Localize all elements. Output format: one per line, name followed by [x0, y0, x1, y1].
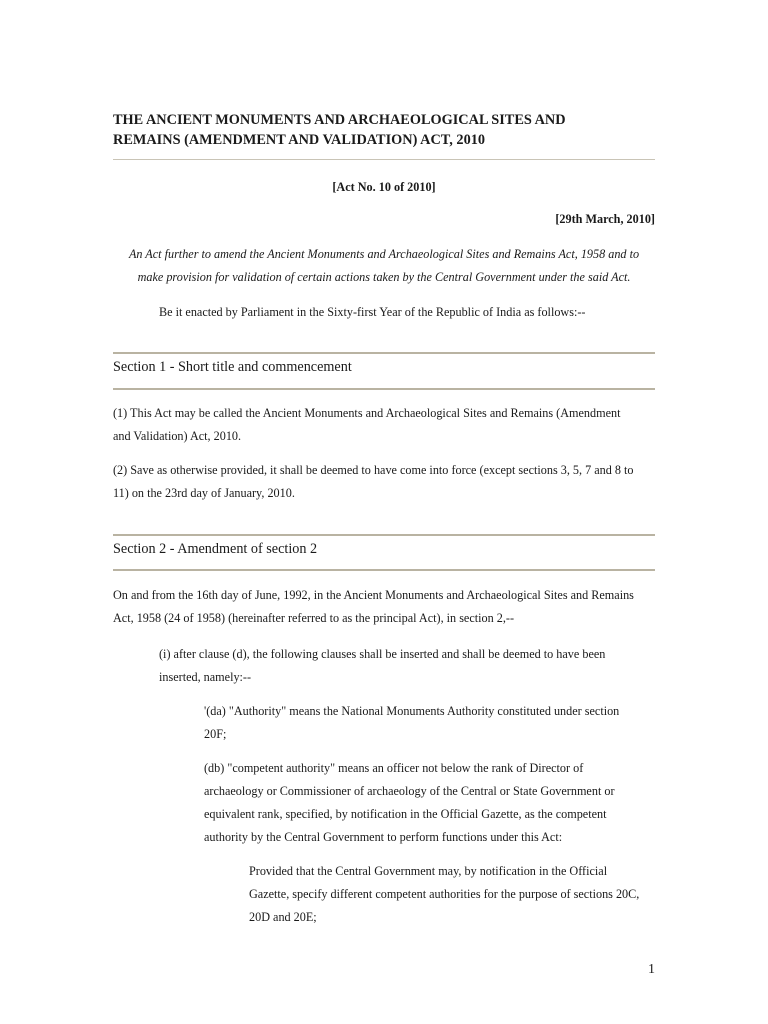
paragraph-line: On and from the 16th day of June, 1992, in the Ancient Monuments and Archaeological Sites and Remains — [113, 588, 634, 602]
act-number: [Act No. 10 of 2010] — [332, 180, 436, 194]
title-divider — [113, 159, 655, 160]
preamble-line: make provision for validation of certain actions taken by the Central Government under the said Act. — [137, 270, 631, 284]
section-1-paragraph-2 — [113, 459, 673, 505]
paragraph-line: 20D and 20E; — [249, 910, 317, 924]
title-line: REMAINS (AMENDMENT AND VALIDATION) ACT, 2010 — [113, 132, 486, 148]
paragraph-line: and Validation) Act, 2010. — [113, 429, 242, 443]
section-1-paragraph-1 — [113, 402, 673, 448]
section-1-heading: Section 1 - Short title and commencement — [113, 359, 352, 375]
paragraph-line: '(da) "Authority" means the National Monuments Authority constituted under section — [204, 704, 620, 718]
paragraph-line: (i) after clause (d), the following clauses shall be inserted and shall be deemed to have been — [159, 647, 606, 661]
act-date: [29th March, 2010] — [555, 212, 655, 226]
paragraph-line: equivalent rank, specified, by notification in the Official Gazette, as the competent — [204, 807, 607, 821]
title-line: THE ANCIENT MONUMENTS AND ARCHAEOLOGICAL SITES AND — [113, 112, 566, 128]
paragraph-line: authority by the Central Government to perform functions under this Act: — [204, 830, 563, 844]
paragraph-line: archaeology or Commissioner of archaeology of the Central or State Government or — [204, 784, 615, 798]
clause-da — [204, 700, 664, 746]
paragraph-line: Gazette, specify different competent authorities for the purpose of sections 20C, — [249, 887, 640, 901]
section-divider — [113, 534, 655, 536]
paragraph-line: 20F; — [204, 727, 227, 741]
preamble-line: An Act further to amend the Ancient Monuments and Archaeological Sites and Remains Act, 1958 and to — [128, 247, 640, 261]
proviso — [249, 860, 669, 929]
clause-db — [204, 757, 664, 849]
enactment-clause: Be it enacted by Parliament in the Sixty-first Year of the Republic of India as follows:-- — [159, 305, 586, 319]
paragraph-line: Act, 1958 (24 of 1958) (hereinafter referred to as the principal Act), in section 2,-- — [113, 611, 515, 625]
clause-i — [159, 643, 659, 689]
section-2-heading: Section 2 - Amendment of section 2 — [113, 541, 318, 557]
section-divider — [113, 352, 655, 354]
section-divider — [113, 569, 655, 571]
act-title — [113, 110, 673, 150]
paragraph-line: (db) "competent authority" means an officer not below the rank of Director of — [204, 761, 584, 775]
paragraph-line: (2) Save as otherwise provided, it shall be deemed to have come into force (except sections 3, 5, 7 and 8 to — [113, 463, 634, 477]
paragraph-line: 11) on the 23rd day of January, 2010. — [113, 486, 295, 500]
paragraph-line: inserted, namely:-- — [159, 670, 252, 684]
page-number: 1 — [648, 962, 655, 977]
section-divider — [113, 388, 655, 390]
section-2-intro — [113, 584, 673, 630]
paragraph-line: (1) This Act may be called the Ancient Monuments and Archaeological Sites and Remains (Amendment — [113, 406, 621, 420]
paragraph-line: Provided that the Central Government may, by notification in the Official — [249, 864, 608, 878]
preamble — [103, 243, 665, 289]
